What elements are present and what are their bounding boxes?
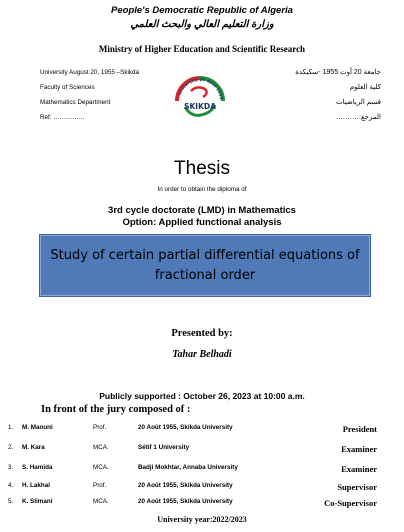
thesis-subject-banner [40, 235, 370, 296]
jury-row [0, 424, 404, 436]
jury-role: Co-Supervisor [324, 498, 377, 508]
jury-row [0, 444, 404, 456]
jury-name: M. Kara [22, 444, 45, 451]
jury-role: Supervisor [337, 482, 377, 492]
reference-field-arabic: المرجع:………. [336, 114, 381, 121]
university-name-arabic: جامعة 20 أوت 1955 -سكيكدة [295, 69, 381, 76]
republic-title: People's Democratic Republic of Algeria [111, 5, 293, 16]
arabic-ministry-title: وزارة التعليم العالي والبحث العلمي [130, 19, 274, 30]
logo-name: SKIKDA [184, 102, 216, 111]
jury-name: M. Maouni [22, 424, 53, 431]
jury-title: Prof. [93, 482, 107, 489]
jury-title: MCA. [93, 464, 109, 471]
university-logo-graphic [171, 71, 229, 125]
university-info-arabic [295, 65, 381, 125]
jury-heading: In front of the jury composed of : [41, 404, 191, 415]
jury-university: Sétif 1 University [138, 444, 190, 451]
faculty-name: Faculty of Sciences [40, 84, 95, 91]
jury-university: Badji Mokhtar, Annaba University [138, 464, 238, 471]
department-name: Mathematics Department [40, 99, 111, 106]
jury-row [0, 482, 404, 494]
jury-role: President [342, 424, 377, 434]
jury-university: 20 Août 1955, Skikda University [138, 424, 233, 431]
faculty-name-arabic: كلية العلوم [349, 84, 381, 91]
presenter-name: Tahar Belhadi [172, 349, 232, 360]
jury-role: Examiner [341, 464, 377, 474]
reference-field: Ref: …………… [40, 114, 85, 121]
degree-line: 3rd cycle doctorate (LMD) in Mathematics [108, 205, 296, 216]
ministry-title: Ministry of Higher Education and Scientific Research [98, 44, 306, 54]
jury-number: 5. [8, 498, 14, 505]
degree-block [0, 205, 404, 229]
jury-title: MCA. [93, 498, 109, 505]
jury-university: 20 Août 1955, Skikda University [138, 498, 233, 505]
jury-number: 3. [8, 464, 14, 471]
jury-name: S. Hamida [22, 464, 53, 471]
jury-role: Examiner [341, 444, 377, 454]
university-info-english [40, 65, 139, 125]
jury-row [0, 464, 404, 476]
jury-number: 1. [8, 424, 14, 431]
jury-title: MCA. [93, 444, 109, 451]
department-name-arabic: قسم الرياضيات [336, 99, 381, 106]
thesis-title: Thesis [174, 158, 230, 179]
jury-university: 20 Août 1955, Skikda University [138, 482, 233, 489]
jury-name: H. Lakhal [22, 482, 50, 489]
diploma-line: In order to obtain the diploma of [157, 186, 247, 193]
logo-arc-text: Université 20 Août 1955 [177, 76, 224, 100]
jury-title: Prof. [93, 424, 107, 431]
presented-by-label: Presented by: [171, 328, 233, 339]
jury-name: K. Slimani [22, 498, 53, 505]
option-line: Option: Applied functional analysis [122, 217, 282, 228]
thesis-subject: Study of certain partial differential equations of fractional order [50, 247, 360, 283]
university-name: University August 20, 1955 –Skikda [40, 69, 140, 76]
defense-date: Publicly supported : October 26, 2023 at 10:00 a.m. [99, 391, 305, 401]
jury-row [0, 498, 404, 510]
university-logo [171, 71, 229, 125]
jury-number: 4. [8, 482, 14, 489]
university-year: University year:2022/2023 [157, 515, 247, 524]
jury-number: 2. [8, 444, 14, 451]
